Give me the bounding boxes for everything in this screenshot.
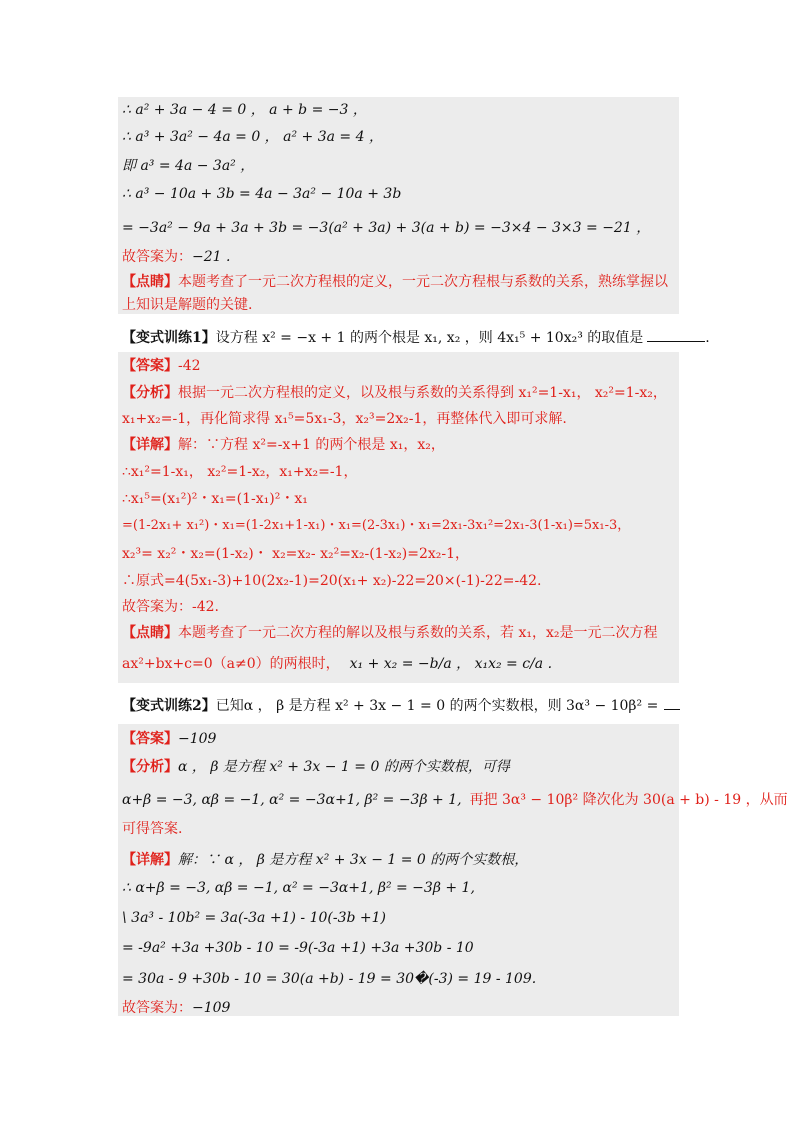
analysis-line-5: 可得答案.	[122, 821, 183, 837]
analysis-text-1: α ， β 是方程 x² + 3x − 1 = 0 的两个实数根，可得	[178, 759, 510, 775]
answer-line-2	[122, 357, 201, 375]
exercise-1-text: 设方程 x² = −x + 1 的两个根是 x₁, x₂ ，则 4x₁⁵ + 10x₂³ 的取值是	[215, 330, 644, 346]
comment-line-1	[122, 273, 668, 291]
detail-line-3: ∴x₁⁵=(x₁²)²・x₁=(1-x₁)²・x₁	[122, 491, 308, 507]
final-answer-line-1	[122, 248, 230, 266]
final-answer-line-3	[122, 999, 230, 1017]
final-answer-value: −21 .	[192, 249, 231, 265]
comment-tag: 【点睛】	[122, 625, 178, 641]
exercise-1-tag: 【变式训练1】	[122, 330, 216, 346]
detail-tag: 【详解】	[122, 437, 178, 453]
detail-line-11: = 30a - 9 +30b - 10 = 30(a +b) - 19 = 30�(-3) = 19 - 109.	[122, 971, 537, 987]
comment-line-3	[122, 624, 657, 642]
detail-line-5: x₂³= x₂²・x₂=(1-x₂)・ x₂=x₂- x₂²=x₂-(1-x₂)=2x₂-1，	[122, 546, 470, 562]
detail-tag: 【详解】	[122, 852, 178, 868]
exercise-2-text: 已知α ， β 是方程 x² + 3x − 1 = 0 的两个实数根，则 3α³ − 10β² =	[215, 698, 659, 714]
detail-line-4: =(1-2x₁+ x₁²)・x₁=(1-2x₁+1-x₁)・x₁=(2-3x₁)・x₁=2x₁-3x₁²=2x₁-3(1-x₁)=5x₁-3，	[122, 518, 631, 533]
analysis-reduce: 再把 3α³ − 10β² 降次化为 30(a + b) - 19 ，从而	[469, 792, 788, 808]
final-answer-value: −109	[192, 1000, 231, 1016]
comment-text: 本题考查了一元二次方程的解以及根与系数的关系，若 x₁，x₂是一元二次方程	[178, 625, 658, 641]
comment-line-2: 上知识是解题的关键.	[122, 297, 253, 313]
step-line-4: ∴ a³ − 10a + 3b = 4a − 3a² − 10a + 3b	[122, 186, 402, 202]
analysis-line-1	[122, 384, 667, 402]
detail-line-6: ∴原式=4(5x₁-3)+10(2x₂-1)=20(x₁+ x₂)-22=20×(-1)-22=-42.	[122, 573, 542, 589]
detail-text-1: 解：∵ α ， β 是方程 x² + 3x − 1 = 0 的两个实数根，	[178, 852, 529, 868]
comment-line-4	[122, 655, 552, 673]
vieta-formulas: x₁ + x₂ = −b/a ， x₁x₂ = c/a .	[349, 656, 553, 672]
comment-equation: ax²+bx+c=0（a≠0）的两根时，	[122, 656, 340, 672]
analysis-tag: 【分析】	[122, 759, 178, 775]
analysis-tag: 【分析】	[122, 385, 178, 401]
final-answer-line-2	[122, 598, 219, 616]
answer-value: -42	[178, 358, 201, 374]
detail-line-9: \ 3a³ - 10b² = 3a(-3a +1) - 10(-3b +1)	[122, 910, 386, 926]
detail-line-10: = -9a² +3a +30b - 10 = -9(-3a +1) +3a +30b - 10	[122, 940, 474, 956]
exercise-2-title	[122, 697, 680, 715]
step-line-1: ∴ a² + 3a − 4 = 0 ， a + b = −3 ，	[122, 102, 367, 118]
step-line-3: 即 a³ = 4a − 3a² ，	[122, 158, 255, 174]
detail-line-7	[122, 851, 528, 869]
answer-blank-2[interactable]	[664, 708, 680, 710]
comment-text: 本题考查了一元二次方程根的定义，一元二次方程根与系数的关系，熟练掌握以	[178, 274, 668, 290]
detail-line-2: ∴x₁²=1-x₁， x₂²=1-x₂，x₁+x₂=-1，	[122, 464, 358, 480]
final-answer-label: 故答案为：	[122, 249, 192, 265]
answer-value: −109	[178, 731, 217, 747]
analysis-line-2: x₁+x₂=-1，再化简求得 x₁⁵=5x₁-3，x₂³=2x₂-1，再整体代入即可求解.	[122, 411, 567, 427]
analysis-line-4	[122, 791, 788, 809]
final-answer-label: 故答案为：	[122, 599, 192, 615]
detail-line-8: ∴ α+β = −3, αβ = −1, α² = −3α+1, β² = −3β + 1,	[122, 880, 475, 896]
analysis-text-1: 根据一元二次方程根的定义，以及根与系数的关系得到 x₁²=1-x₁， x₂²=1-x₂，	[178, 385, 667, 401]
exercise-2-tag: 【变式训练2】	[122, 698, 216, 714]
analysis-line-3	[122, 758, 510, 776]
final-answer-value: -42.	[192, 599, 219, 615]
detail-text-1: 解：∵方程 x²=-x+1 的两个根是 x₁，x₂，	[178, 437, 445, 453]
root-relations: α+β = −3, αβ = −1, α² = −3α+1, β² = −3β + 1,	[122, 792, 462, 808]
step-line-2: ∴ a³ + 3a² − 4a = 0 ， a² + 3a = 4 ，	[122, 129, 383, 145]
comment-tag: 【点睛】	[122, 274, 178, 290]
exercise-1-title	[122, 329, 710, 347]
final-answer-label: 故答案为：	[122, 1000, 192, 1016]
answer-tag: 【答案】	[122, 731, 178, 747]
exercise-1-end: .	[705, 330, 710, 346]
detail-line-1	[122, 436, 445, 454]
answer-blank-1[interactable]	[647, 340, 705, 342]
answer-line-3	[122, 730, 216, 748]
answer-tag: 【答案】	[122, 358, 178, 374]
step-line-5: = −3a² − 9a + 3a + 3b = −3(a² + 3a) + 3(a + b) = −3×4 − 3×3 = −21 ，	[122, 220, 651, 236]
